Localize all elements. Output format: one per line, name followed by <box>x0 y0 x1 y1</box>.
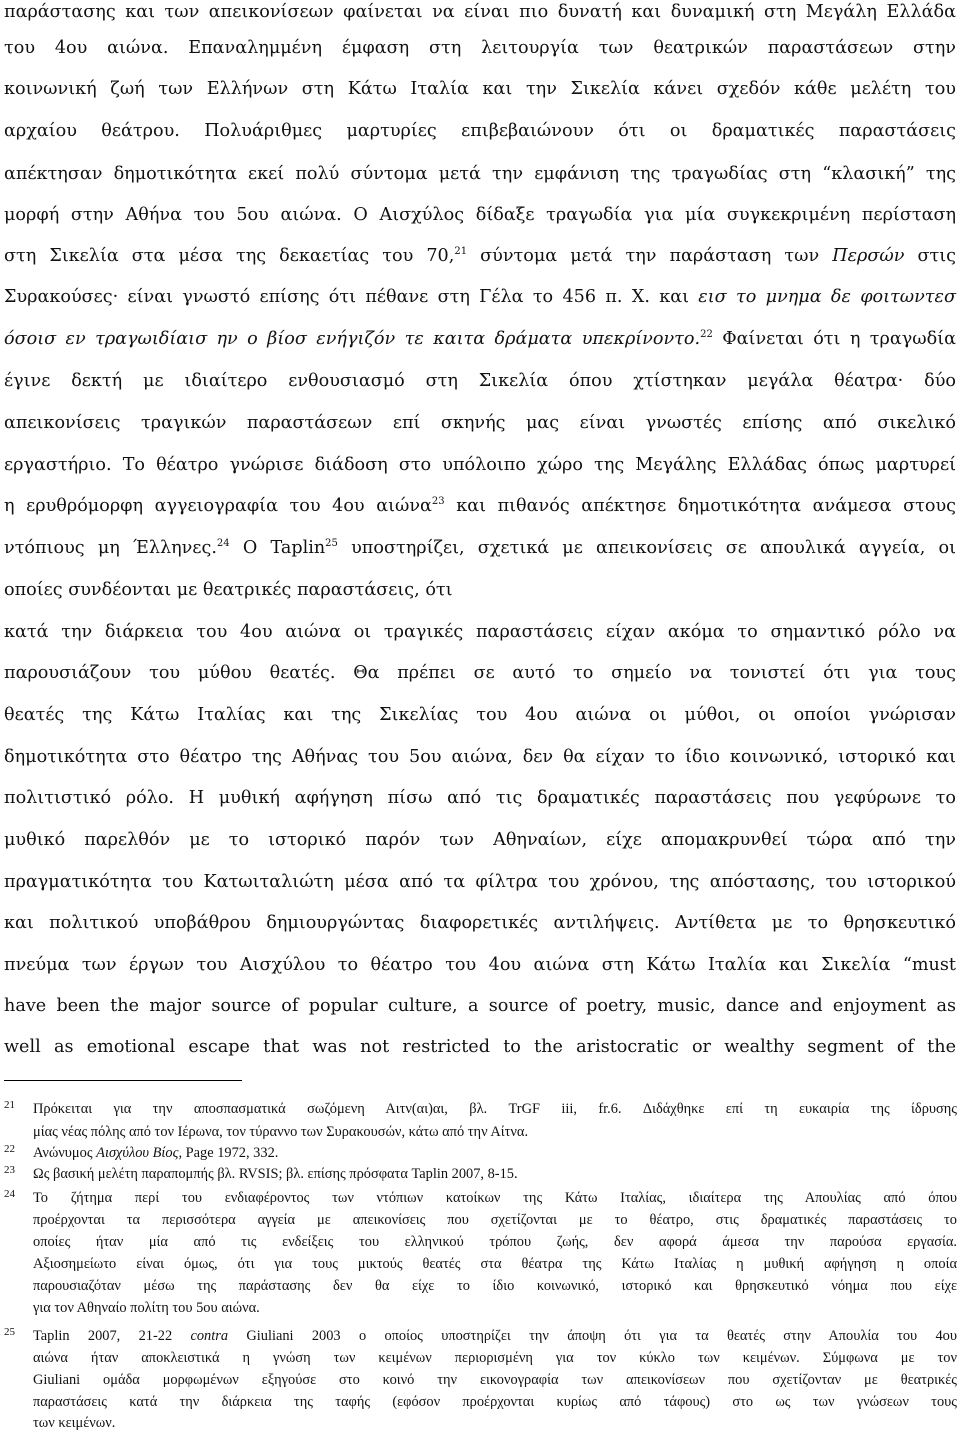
body-line: have been the major source of popular culture, a source of poetry, music, dance and enjoyment as <box>4 996 956 1016</box>
body-line: θεατές της Κάτω Ιταλίας και της Σικελίας του 4ου αιώνα οι μύθοι, οι οποίοι γνώρισαν <box>4 705 956 725</box>
footnote-number: 25 <box>4 1326 15 1338</box>
footnote-ref-25[interactable]: 25 <box>325 538 338 550</box>
greek-quote: εισ το μνημα δε φοιτωντεσ <box>689 287 956 307</box>
body-line: δημοτικότητα στο θέατρο της Αθήνας του 5ου αιώνα, δεν θα είχαν το ίδιο κοινωνικό, ιστορικό και <box>4 747 956 767</box>
body-line: well as emotional escape that was not restricted to the aristocratic or wealthy segment of the <box>4 1037 956 1057</box>
footnote-line: αιώνα ήταν αποκλειστικά η γνώση των κειμένων περιορισμένη για τον κύκλο των κειμένων. Σύμφωνα με τον <box>33 1350 957 1366</box>
footnote-ref-21[interactable]: 21 <box>454 246 468 258</box>
footnote-line: οποίες ήταν μία από τις ενδείξεις του ελληνικού τρόπου ζωής, δεν αφορά άμεσα την παρούσα εργασία. <box>33 1234 957 1250</box>
text: Φαίνεται ότι η τραγωδία <box>712 329 956 349</box>
body-line: απεικονίσεις τραγικών παραστάσεων επί σκηνής μας είναι γνωστές επίσης από σικελικό <box>4 413 956 433</box>
body-line: πολιτιστικό ρόλο. Η μυθική αφήγηση πίσω από τις δραματικές παραστάσεις που γεφύρωνε το <box>4 788 956 808</box>
footnote-line: μίας νέας πόλης από τον Ιέρωνα, τον τύραννο των Συρακουσών, κάτω από την Αίτνα. <box>33 1124 529 1140</box>
body-line: οποίες συνδέονται με θεατρικές παραστάσεις, ότι <box>4 580 453 600</box>
footnote-line <box>33 1327 957 1345</box>
body-line <box>4 536 956 560</box>
italic-title: Αισχύλου Βίος <box>96 1145 179 1161</box>
body-line: απέκτησαν δημοτικότητα εκεί πολύ σύντομα μετά την εμφάνιση της τραγωδίας στη “κλασική” της <box>4 164 956 184</box>
footnote-line: Το ζήτημα περί του ενδιαφέροντος των ντόπιων κατοίκων της Κάτω Ιταλίας, ιδιαίτερα της Απουλίας από όπου <box>33 1190 957 1206</box>
body-line: κοινωνική ζωή των Ελλήνων στη Κάτω Ιταλία και την Σικελία κάνει σχεδόν κάθε μελέτη του <box>4 79 956 99</box>
footnote-line <box>33 1144 957 1162</box>
footnote-ref-23[interactable]: 23 <box>431 496 445 508</box>
body-line: μορφή στην Αθήνα του 5ου αιώνα. Ο Αισχύλος δίδαξε τραγωδία για μία συγκεκριμένη περίσταση <box>4 205 956 225</box>
body-line <box>4 285 956 309</box>
footnote-line: Πρόκειται για την αποσπασματικά σωζόμενη Αιτν(αι)αι, βλ. TrGF iii, fr.6. Διδάχθηκε επί τη ευκαιρία της ίδρυσης <box>33 1101 957 1117</box>
footnote-line: Αξιοσημείωτο είναι όμως, ότι για τους μικτούς θεατές στα θέατρα της Κάτω Ιταλίας η μυθική αφήγηση η οποία <box>33 1256 957 1272</box>
body-line: και πολιτικού υποβάθρου δημιουργώντας διαφορετικές αντιλήψεις. Αντίθετα με το θρησκευτικό <box>4 913 956 933</box>
text: υποστηρίζει, σχετικά με απεικονίσεις σε απουλικά αγγεία, οι <box>337 538 956 558</box>
text: η ερυθρόμορφη αγγειογραφία του 4ου αιώνα <box>4 496 432 516</box>
body-line: του 4ου αιώνα. Επαναλημμένη έμφαση στη λειτουργία των θεατρικών παραστάσεων στην <box>4 38 956 58</box>
footnote-line: Giuliani ομάδα μορφωμένων εξηγούσε στο κοινό την εικονογραφία των απεικονίσεων που σχετίζονταν με θεατρικές <box>33 1372 957 1388</box>
footnote-line: Ως βασική μελέτη παραπομπής βλ. RVSIS; βλ. επίσης πρόσφατα Taplin 2007, 8-15. <box>33 1166 518 1182</box>
footnote-line: προέρχονται τα περισσότερα αγγεία με απεικονίσεις που σχετίζονται με το θέατρο, στις δραματικές παραστάσεις το <box>33 1212 957 1228</box>
footnote-ref-24[interactable]: 24 <box>216 538 230 550</box>
footnote-line: παραστάσεις κατά την διάρκεια της ταφής (εφόσον προέρχονται κυρίως από τάφους) στο ως των γνώσεων τους <box>33 1394 957 1410</box>
footnote-number: 22 <box>4 1143 15 1155</box>
body-line: πνεύμα των έργων του Αισχύλου το θέατρο του 4ου αιώνα στη Κάτω Ιταλία και Σικελία “must <box>4 955 956 975</box>
body-line: κατά την διάρκεια του 4ου αιώνα οι τραγικές παραστάσεις είχαν ακόμα το σημαντικό ρόλο να <box>4 622 956 642</box>
text: στις <box>904 246 956 266</box>
body-line: μυθικό παρελθόν με το ιστορικό παρόν των Αθηναίων, είχε απομακρυνθεί τώρα από την <box>4 830 956 850</box>
footnote-number: 24 <box>4 1188 15 1200</box>
body-line <box>4 494 956 518</box>
footnote-number: 23 <box>4 1164 15 1176</box>
text: Ανώνυμος <box>33 1145 97 1161</box>
italic-term: contra <box>190 1328 229 1344</box>
footnote-line: των κειμένων. <box>33 1415 116 1431</box>
footnote-line: παρουσιαζόταν μέσω της παράστασης δεν θα είχε το ίδιο κοινωνικό, ιστορικό και θρησκευτικό νόημα που είχε <box>33 1278 957 1294</box>
body-line: έγινε δεκτή με ιδιαίτερο ενθουσιασμό στη Σικελία όπου χτίστηκαν μεγάλα θέατρα· δύο <box>4 371 956 391</box>
text: Taplin 2007, 21-22 <box>33 1328 191 1344</box>
text: , Page 1972, 332. <box>178 1145 279 1161</box>
body-line: πραγματικότητα του Κατωιταλιώτη μέσα από τα φίλτρα του χρόνου, της απόστασης, του ιστορικού <box>4 872 956 892</box>
text: Συρακούσες· είναι γνωστό επίσης ότι πέθανε στη Γέλα το 456 π. Χ. και <box>4 287 689 307</box>
text: ντόπιους μη Έλληνες. <box>4 538 217 558</box>
text: Giuliani 2003 ο οποίος υποστηρίζει την άποψη ότι για τα θεατές στην Απουλία του 4ου <box>228 1328 957 1344</box>
footnote-ref-22[interactable]: 22 <box>700 329 713 341</box>
text: στη Σικελία στα μέσα της δεκαετίας του 70, <box>4 246 455 266</box>
body-line: εργαστήριο. Το θέατρο γνώρισε διάδοση στο υπόλοιπο χώρο της Μεγάλης Ελλάδας όπως μαρτυρεί <box>4 455 956 475</box>
footnote-line: για τον Αθηναίο πολίτη του 5ου αιώνα. <box>33 1300 260 1316</box>
body-line <box>4 244 956 268</box>
text: Ο Taplin <box>229 538 326 558</box>
footnote-number: 21 <box>4 1099 15 1111</box>
text: και πιθανός απέκτησε δημοτικότητα ανάμεσα στους <box>444 496 956 516</box>
greek-quote: όσοισ εν τραγωιδίαισ ην ο βίοσ ενήγιζόν τε καιτα δράματα υπεκρίνοντο. <box>4 329 701 349</box>
footnote-separator <box>4 1080 242 1081</box>
body-line <box>4 327 956 351</box>
body-line: παρουσιάζουν του μύθου θεατές. Θα πρέπει σε αυτό το σημείο να τονιστεί ότι για τους <box>4 663 956 683</box>
body-line: παράστασης και των απεικονίσεων φαίνεται να είναι πιο δυνατή και δυναμική στη Μεγάλη Ελλάδα <box>4 2 956 22</box>
italic-title: Περσών <box>832 246 905 266</box>
body-line: αρχαίου θεάτρου. Πολυάριθμες μαρτυρίες επιβεβαιώνουν ότι οι δραματικές παραστάσεις <box>4 121 956 141</box>
text: σύντομα μετά την παράσταση των <box>467 246 833 266</box>
